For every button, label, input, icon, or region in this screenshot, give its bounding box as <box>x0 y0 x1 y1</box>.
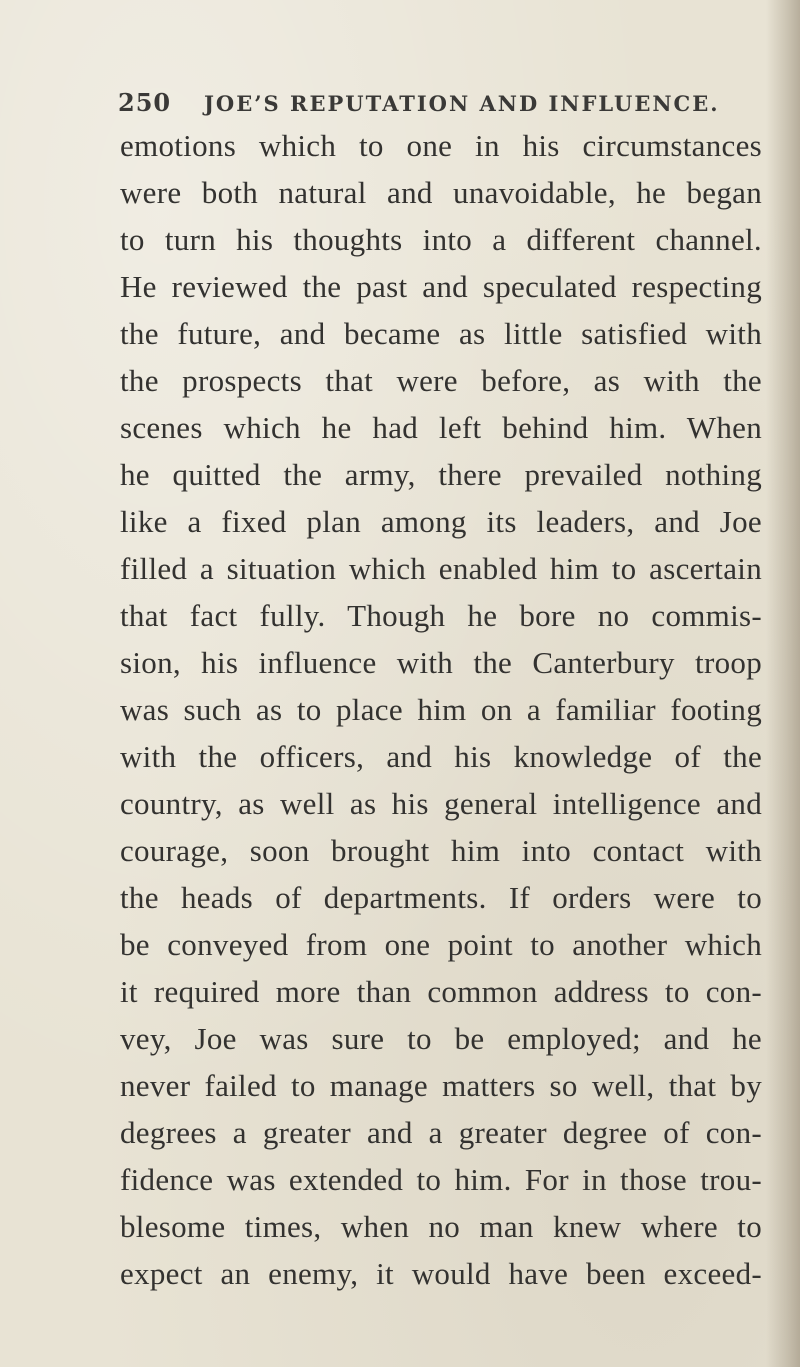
text-line: the future, and became as little satisfied with <box>120 316 762 351</box>
text-line: the heads of departments. If orders were to <box>120 880 762 915</box>
text-line: was such as to place him on a familiar footing <box>120 692 762 727</box>
text-line: fidence was extended to him. For in those trou- <box>120 1162 762 1197</box>
text-line: like a fixed plan among its leaders, and Joe <box>120 504 762 539</box>
text-line: he quitted the army, there prevailed nothing <box>120 457 762 492</box>
text-line: it required more than common address to con- <box>120 974 762 1009</box>
text-line: that fact fully. Though he bore no commis- <box>120 598 762 633</box>
text-line: emotions which to one in his circumstances <box>120 128 762 163</box>
text-line: with the officers, and his knowledge of the <box>120 739 762 774</box>
page-header <box>118 88 720 132</box>
text-line: country, as well as his general intelligence and <box>120 786 762 821</box>
text-line: expect an enemy, it would have been exceed- <box>120 1256 762 1291</box>
text-line: never failed to manage matters so well, that by <box>120 1068 762 1103</box>
page-number: 250 <box>118 88 172 117</box>
text-line: He reviewed the past and speculated respecting <box>120 269 762 304</box>
text-line: blesome times, when no man knew where to <box>120 1209 762 1244</box>
text-line: scenes which he had left behind him. When <box>120 410 762 445</box>
text-line: degrees a greater and a greater degree of con- <box>120 1115 762 1150</box>
text-line: courage, soon brought him into contact with <box>120 833 762 868</box>
running-head: JOE’S REPUTATION AND INFLUENCE. <box>204 91 720 116</box>
text-line: vey, Joe was sure to be employed; and he <box>120 1021 762 1056</box>
text-line: sion, his influence with the Canterbury troop <box>120 645 762 680</box>
text-line: to turn his thoughts into a different channel. <box>120 222 762 257</box>
text-line: the prospects that were before, as with the <box>120 363 762 398</box>
page-edge-shadow <box>766 0 800 1367</box>
text-line: filled a situation which enabled him to ascertain <box>120 551 762 586</box>
text-line: be conveyed from one point to another which <box>120 927 762 962</box>
text-line: were both natural and unavoidable, he began <box>120 175 762 210</box>
